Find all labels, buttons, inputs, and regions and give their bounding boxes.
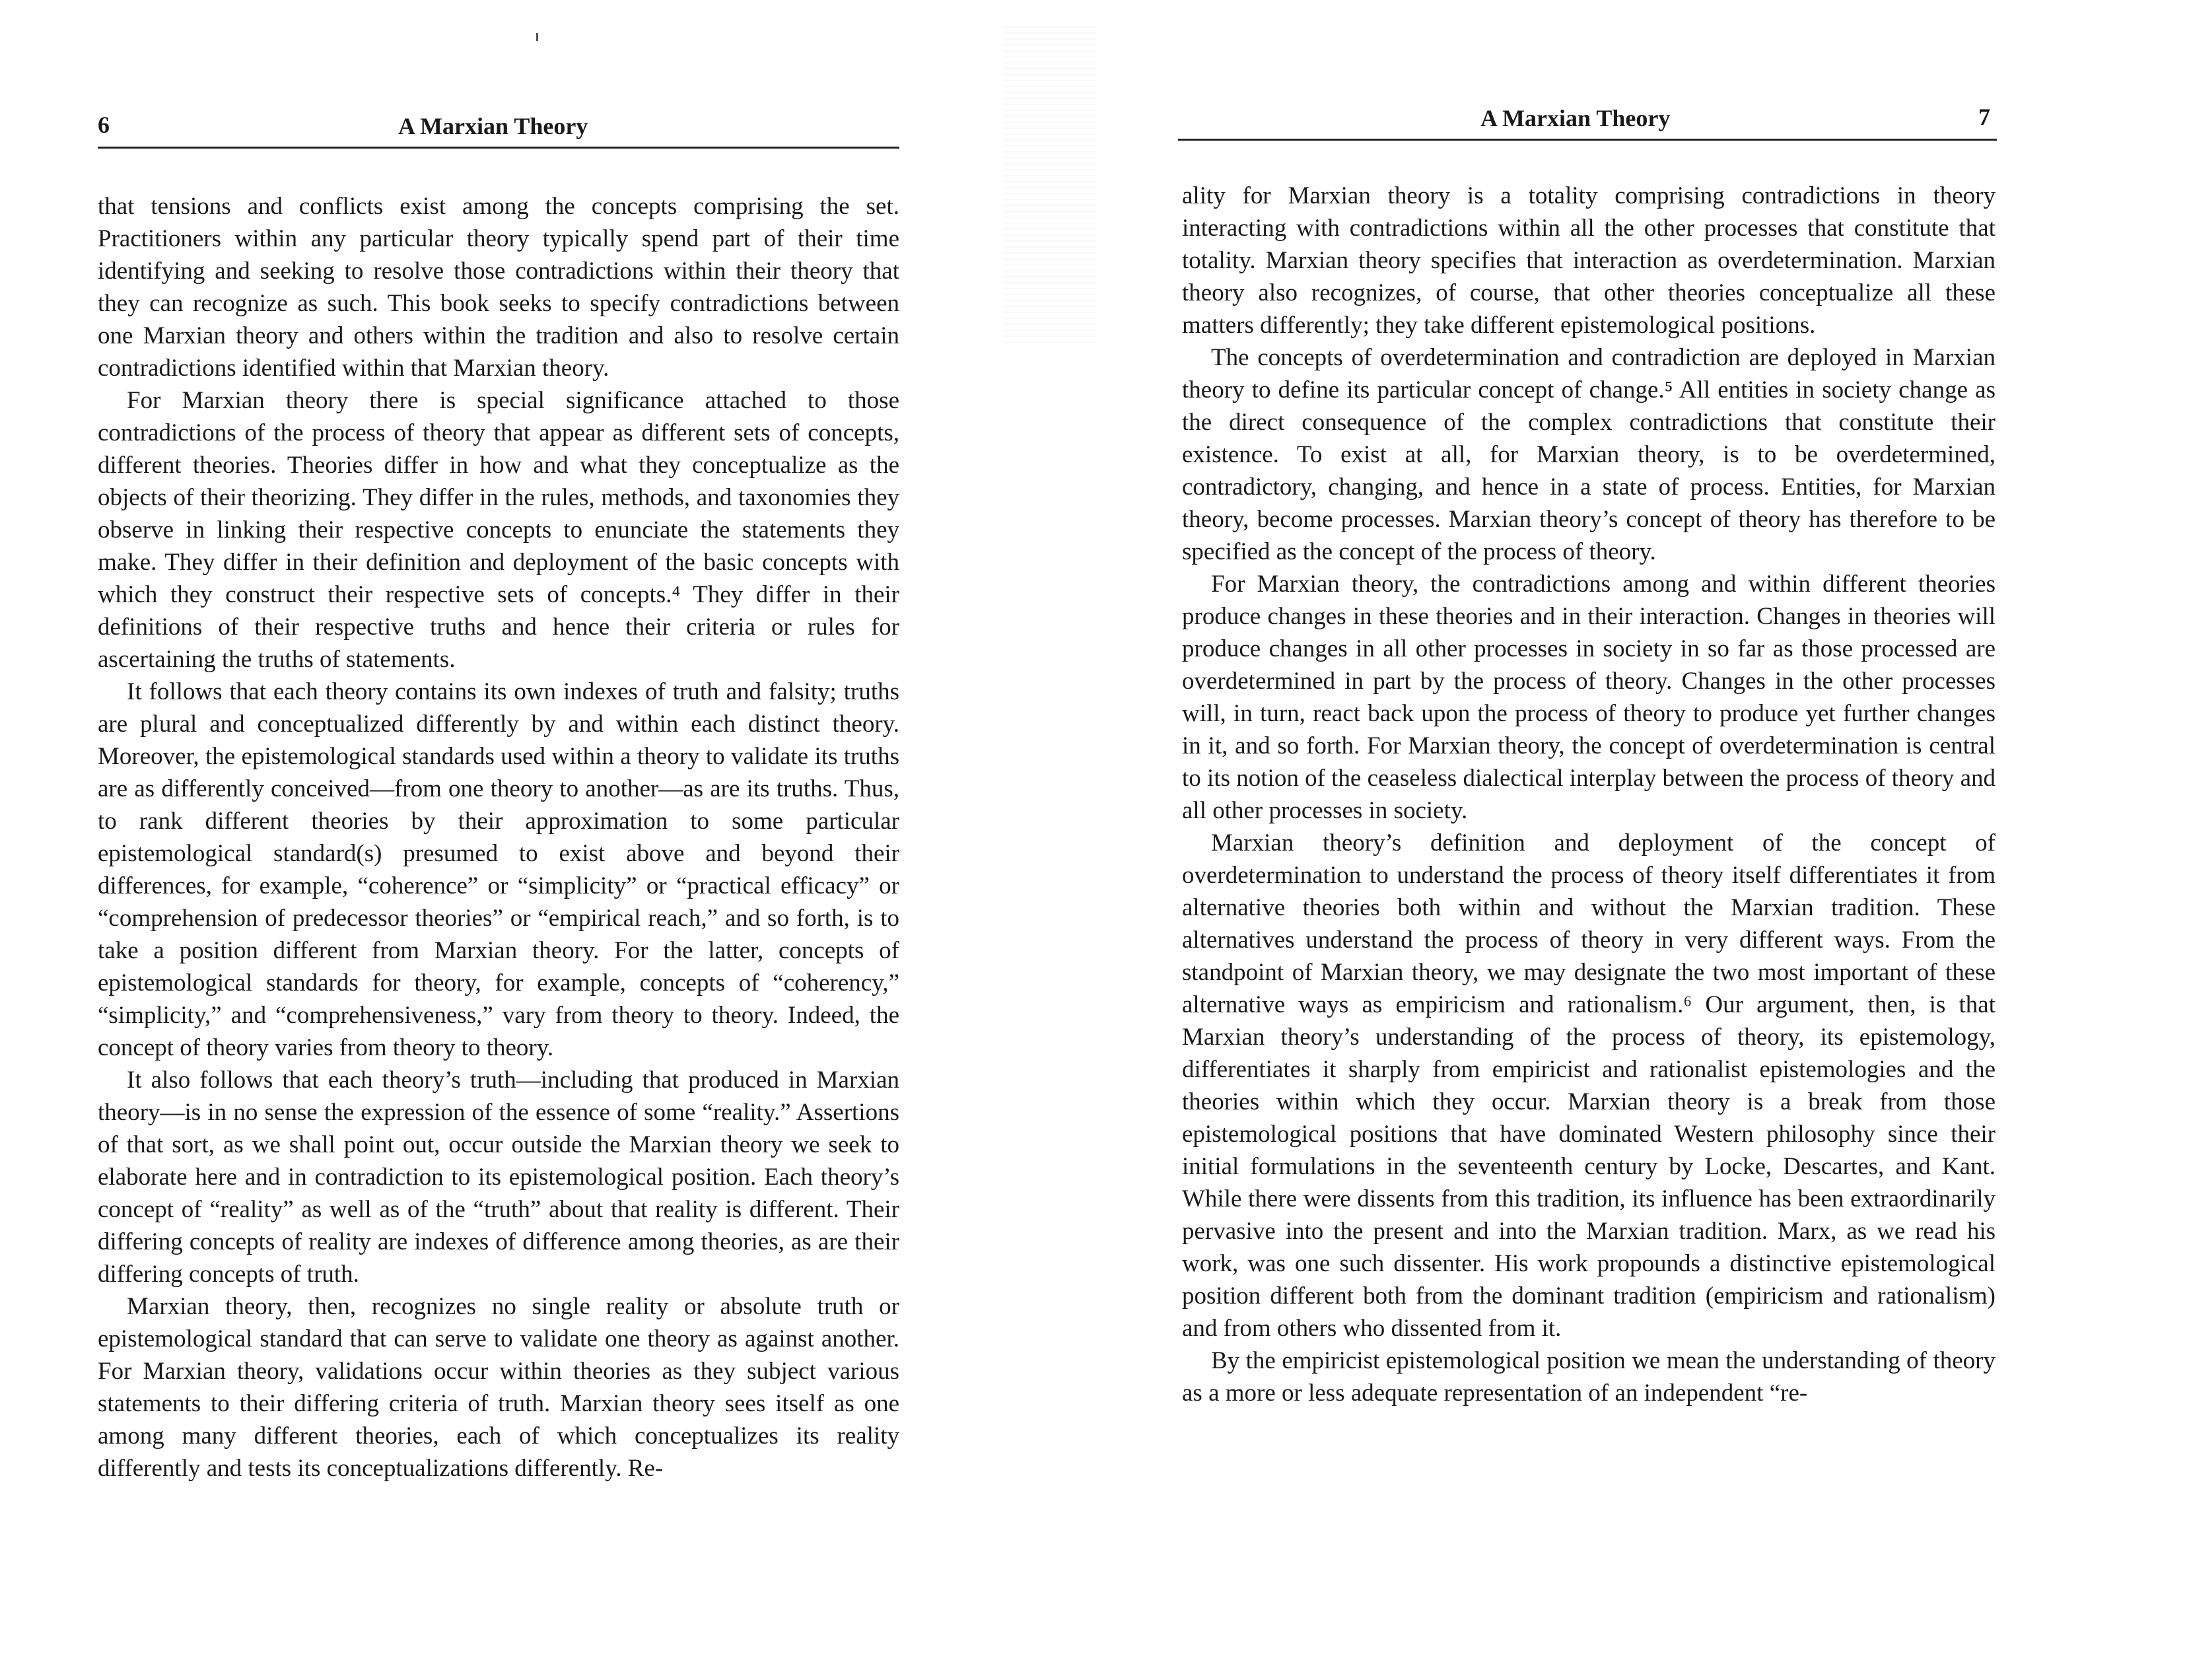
left-page-number: 6 (98, 112, 110, 138)
right-page (1094, 0, 2187, 1680)
left-body-text (98, 190, 899, 1485)
right-paragraph-2: The concepts of overdetermination and contradiction are deployed in Marxian theory to define its particular concept of change.⁵ All entities in society change as the direct consequence of the complex contradictions that constitute their existence. To exist at all, for Marxian theory, is to be overdetermined, contradictory, changing, and hence in a state of process. Entities, for Marxian theory, become processes. Marxian theory’s concept of theory has therefore to be specified as the concept of the process of theory. (1182, 344, 1996, 565)
left-paragraph-1: that tensions and conflicts exist among the concepts comprising the set. Practitioners within any particular theory typically spend part of their time identifying and seeking to resolve those contradictions within their theory that they can recognize as such. This book seeks to specify contradictions between one Marxian theory and others within the tradition and also to resolve certain contradictions identified within that Marxian theory. (98, 193, 899, 382)
right-paragraph-1: ality for Marxian theory is a totality comprising contradictions in theory interacting with contradictions within all the other processes that constitute that totality. Marxian theory specifies that interaction as overdetermination. Marxian theory also recognizes, of course, that other theories conceptualize all these matters differently; they take different epistemological positions. (1182, 182, 1996, 339)
right-page-number: 7 (1978, 104, 1990, 130)
left-paragraph-4: It also follows that each theory’s truth—including that produced in Marxian theory—is in no sense the expression of the essence of some “reality.” Assertions of that sort, as we shall point out, occur outside the Marxian theory we seek to elaborate here and in contradiction to its epistemological position. Each theory’s concept of “reality” as well as of the “truth” about that reality is different. Their differing concepts of reality are indexes of difference among theories, as are their differing concepts of truth. (98, 1067, 899, 1288)
right-paragraph-5: By the empiricist epistemological position we mean the understanding of theory as a more or less adequate representation of an independent “re- (1182, 1347, 1996, 1407)
right-paragraph-3: For Marxian theory, the contradictions among and within different theories produce changes in these theories and in their interaction. Changes in theories will produce changes in all other processes in society in so far as those processed are overdetermined in part by the process of theory. Changes in the other processes will, in turn, react back upon the process of theory to produce yet further changes in it, and so forth. For Marxian theory, the concept of overdetermination is central to its notion of the ceaseless dialectical interplay between the process of theory and all other processes in society. (1182, 571, 1996, 824)
left-running-title: A Marxian Theory (398, 113, 588, 139)
left-paragraph-2: For Marxian theory there is special significance attached to those contradictions of the process of theory that appear as different sets of concepts, different theories. Theories differ in how and what they conceptualize as the objects of their theorizing. They differ in the rules, methods, and taxonomies they observe in linking their respective concepts to enunciate the statements they make. They differ in their definition and deployment of the basic concepts with which they construct their respective sets of concepts.⁴ They differ in their definitions of their respective truths and hence their criteria or rules for ascertaining the truths of statements. (98, 387, 899, 673)
right-running-title: A Marxian Theory (1480, 105, 1671, 131)
right-body-text (1182, 180, 1996, 1409)
right-paragraph-4: Marxian theory’s definition and deployment of the concept of overdetermination to understand the process of theory itself differentiates it from alternative theories both within and without the Marxian tradition. These alternatives understand the process of theory in very different ways. From the standpoint of Marxian theory, we may designate the two most important of these alternative ways as empiricism and rationalism.⁶ Our argument, then, is that Marxian theory’s understanding of the process of theory, its epistemology, differentiates it sharply from empiricist and rationalist epistemologies and the theories within which they occur. Marxian theory is a break from those epistemological positions that have dominated Western philosophy since their initial formulations in the seventeenth century by Locke, Descartes, and Kant. While there were dissents from this tradition, its influence has been extraordinarily pervasive into the present and into the Marxian tradition. Marx, as we read his work, was one such dissenter. His work propounds a distinctive epistemological position different both from the dominant tradition (empiricism and rationalism) and from others who dissented from it. (1182, 829, 1996, 1342)
left-running-header (98, 107, 899, 149)
left-paragraph-5: Marxian theory, then, recognizes no single reality or absolute truth or epistemological standard that can serve to validate one theory as against another. For Marxian theory, validations occur within theories as they subject various statements to their differing criteria of truth. Marxian theory sees itself as one among many different theories, each of which conceptualizes its reality differently and tests its conceptualizations differently. Re- (98, 1293, 899, 1482)
left-paragraph-3: It follows that each theory contains its own indexes of truth and falsity; truths are plural and conceptualized differently by and within each distinct theory. Moreover, the epistemological standards used within a theory to validate its truths are as differently conceived—from one theory to another—as are its truths. Thus, to rank different theories by their approximation to some particular epistemological standard(s) presumed to exist above and beyond their differences, for example, “coherence” or “simplicity” or “practical efficacy” or “comprehension of predecessor theories” or “empirical reach,” and so forth, is to take a position different from Marxian theory. For the latter, concepts of epistemological standards for theory, for example, concepts of “coherency,” “simplicity,” and “comprehensiveness,” vary from theory to theory. Indeed, the concept of theory varies from theory to theory. (98, 678, 899, 1061)
right-running-header (1178, 99, 1997, 141)
